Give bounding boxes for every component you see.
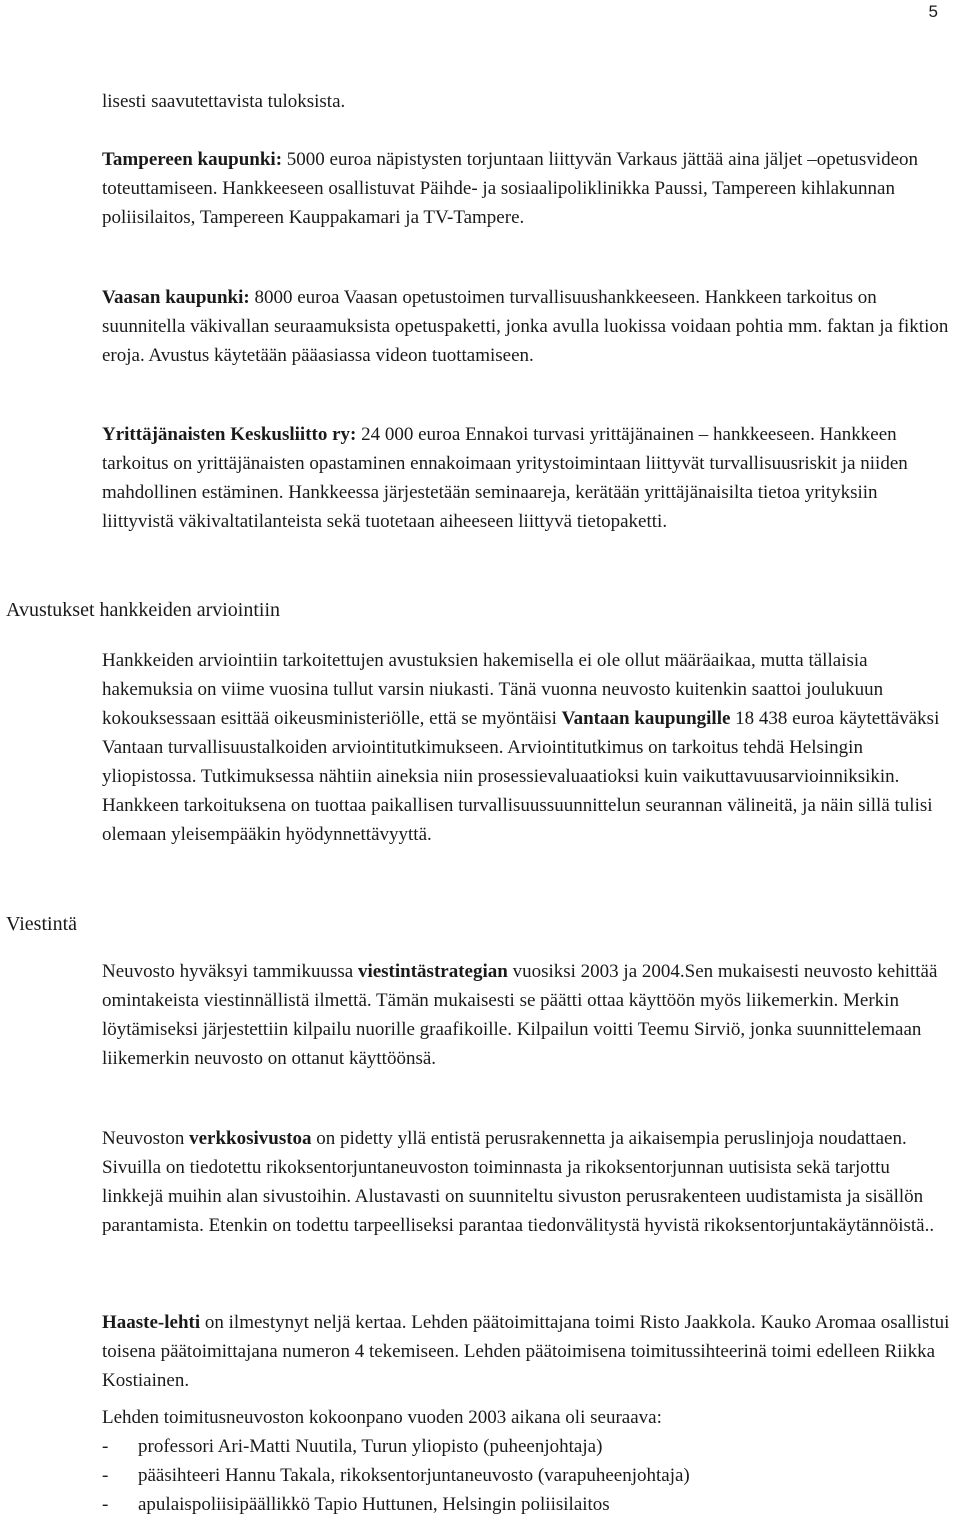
viestinta-p1-before: Neuvosto hyväksyi tammikuussa [102,961,358,982]
viestinta-paragraph-3 [102,1308,954,1395]
arviointi-text-after: 18 438 euroa käytettäväksi Vantaan turvallisuustalkoiden arviointitutkimukseen. Arviointitutkimus on tarkoitus tehdä Helsingin yliopistossa. Tutkimuksessa nähtiin aineksia niin prosessievaluaatioksi kuin vaikuttavuusarvioinniksikin. Hankkeen tarkoituksena on tuottaa paikallisen turvallisuussuunnittelun seurannan välineitä, ja näin sillä tulisi olemaan yleisempääkin hyödynnettävyyttä. [102,708,940,845]
grant-yrittajanaiset-text: 24 000 euroa Ennakoi turvasi yrittäjänainen – hankkeeseen. Hankkeen tarkoitus on yrittäjänaisten opastaminen ennakoimaan yritystoimintaan liittyvät turvallisuusriskit ja niiden mahdollinen estäminen. Hankkeessa järjestetään seminaareja, kerätään yrittäjänaisilta tietoa yrityksiin liittyvistä väkivaltatilanteista sekä tuotetaan aiheeseen liittyvä tietopaketti. [102,424,908,532]
grant-tampere-text: 5000 euroa näpistysten torjuntaan liittyvän Varkaus jättää aina jäljet –opetusvideon toteuttamiseen. Hankkeeseen osallistuvat Päihde- ja sosiaalipoliklinikka Paussi, Tampereen kihlakunnan poliisilaitos, Tampereen Kauppakamari ja TV-Tampere. [102,149,919,228]
member-list [102,1432,954,1519]
list-item: - apulaispoliisipäällikkö Tapio Huttunen, Helsingin poliisilaitos [102,1494,610,1515]
viestinta-paragraph-4 [102,1403,954,1519]
member-text: professori Ari-Matti Nuutila, Turun yliopisto (puheenjohtaja) [138,1436,603,1457]
grant-vaasa-name: Vaasan kaupunki: [102,287,250,308]
list-item: - pääsihteeri Hannu Takala, rikoksentorjuntaneuvosto (varapuheenjohtaja) [102,1465,690,1486]
grant-vaasa-text: 8000 euroa Vaasan opetustoimen turvallisuushankkeeseen. Hankkeen tarkoitus on suunnitella väkivallan seuraamuksista opetuspaketti, jonka avulla luokissa voidaan pohtia mm. faktan ja fiktion eroja. Avustus käytetään pääasiassa videon tuottamiseen. [102,287,949,366]
grant-yrittajanaiset [102,420,954,536]
section-heading-viestinta: Viestintä [6,913,78,935]
section-heading-arviointi: Avustukset hankkeiden arviointiin [6,599,281,621]
viestinta-p3-after: on ilmestynyt neljä kertaa. Lehden päätoimittajana toimi Risto Jaakkola. Kauko Aromaa osallistui toisena päätoimittajana numeron 4 tekemiseen. Lehden päätoimisena toimitussihteerinä toimi edelleen Riikka Kostiainen. [102,1312,950,1391]
member-text: apulaispoliisipäällikkö Tapio Huttunen, Helsingin poliisilaitos [138,1494,610,1515]
grant-tampere-name: Tampereen kaupunki: [102,149,283,170]
viestinta-p4: Lehden toimitusneuvoston kokoonpano vuoden 2003 aikana oli seuraava: [102,1407,662,1428]
viestinta-p2-after: on pidetty yllä entistä perusrakennetta ja aikaisempia peruslinjoja noudattaen. Sivuilla on tiedotettu rikoksentorjuntaneuvoston toiminnasta ja rikoksentorjunnan uutisista sekä tarjottu linkkejä muihin alan sivustoihin. Alustavasti on suunniteltu sivuston perusrakenteen uudistamista ja sisällön parantamista. Etenkin on todettu tarpeelliseksi parantaa tiedonvälitystä hyvistä rikoksentorjuntakäytännöistä.. [102,1128,935,1236]
intro-fragment [102,87,954,116]
viestinta-p3-bold: Haaste-lehti [102,1312,201,1333]
viestinta-p1-after: vuosiksi 2003 ja 2004.Sen mukaisesti neuvosto kehittää omintakeista viestinnällistä ilmettä. Tämän mukaisesti se päätti ottaa käyttöön myös liikemerkin. Merkin löytämiseksi järjestettiin kilpailu nuorille graafikoille. Kilpailun voitti Teemu Sirviö, jonka suunnittelemaan liikemerkin neuvosto on ottanut käyttöönsä. [102,961,938,1069]
viestinta-p1-bold: viestintästrategian [357,961,508,982]
viestinta-paragraph-1 [102,957,954,1073]
arviointi-paragraph [102,646,954,849]
arviointi-text-before: Hankkeiden arviointiin tarkoitettujen avustuksien hakemisella ei ole ollut määräaikaa, mutta tällaisia hakemuksia on viime vuosina tullut varsin niukasti. Tänä vuonna neuvosto kuitenkin saattoi joulukuun kokouksessaan esittää oikeusministeriölle, että se myöntäisi [102,650,884,729]
grant-yrittajanaiset-name: Yrittäjänaisten Keskusliitto ry: [102,424,357,445]
grant-tampere [102,145,954,232]
intro-text: lisesti saavutettavista tuloksista. [102,91,346,112]
member-text: pääsihteeri Hannu Takala, rikoksentorjuntaneuvosto (varapuheenjohtaja) [138,1465,690,1486]
arviointi-bold: Vantaan kaupungille [561,708,731,729]
viestinta-p2-bold: verkkosivustoa [189,1128,312,1149]
page-number: 5 [928,2,938,21]
list-item: - professori Ari-Matti Nuutila, Turun yliopisto (puheenjohtaja) [102,1436,603,1457]
viestinta-p2-before: Neuvoston [102,1128,190,1149]
viestinta-paragraph-2 [102,1124,954,1240]
grant-vaasa [102,283,954,370]
